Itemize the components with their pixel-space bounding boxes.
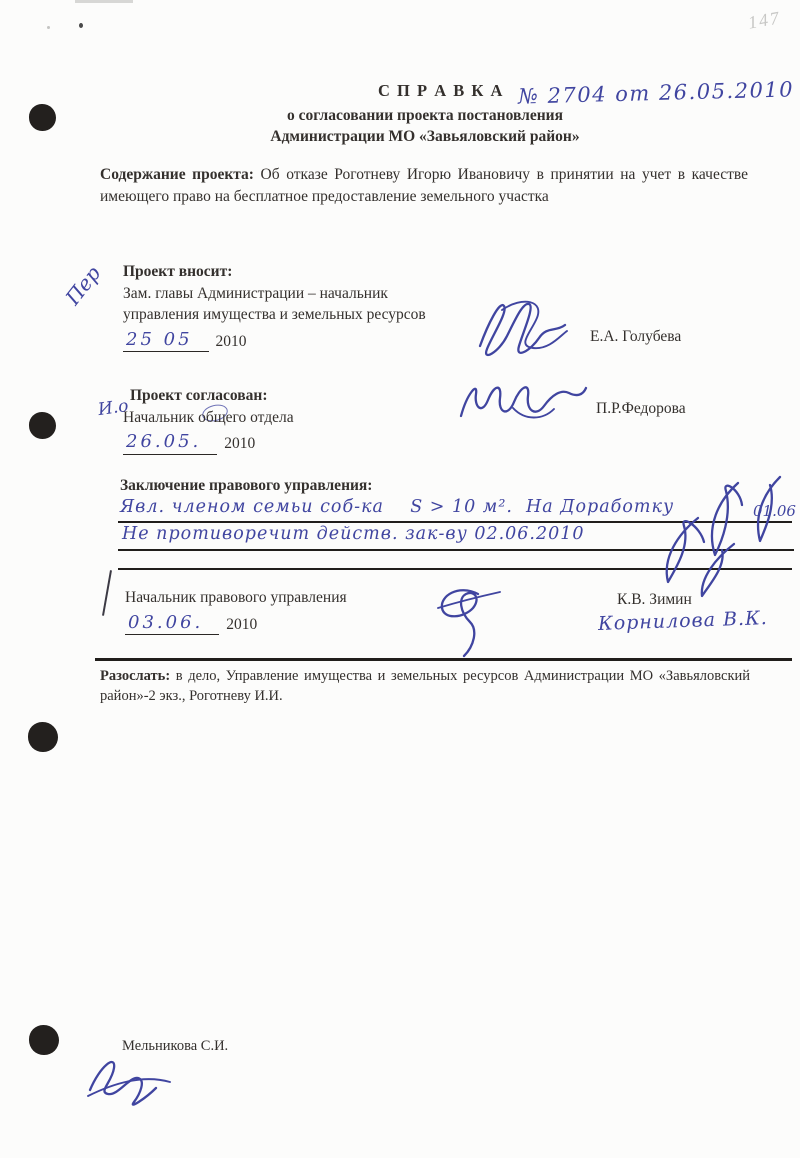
header-subtitle-1: о согласовании проекта постановления: [287, 107, 563, 124]
handwritten-date: 26.05.: [123, 431, 217, 455]
submit-position-line1: Зам. главы Администрации – начальник: [123, 284, 388, 302]
signature-golubeva: [472, 292, 572, 366]
distribute-paragraph: [100, 666, 750, 706]
distribute-text: в дело, Управление имущества и земельных ресурсов Администрации МО «Завьяловский район»-2 экз., Роготневу И.И.: [100, 668, 751, 704]
signer-name: Е.А. Голубева: [590, 328, 682, 345]
pen-slash-mark: [102, 570, 112, 616]
date-year: 2010: [215, 332, 247, 350]
signature-melnikova: [80, 1048, 176, 1112]
hole-punch-dot: [29, 412, 56, 439]
document-header: [378, 77, 795, 109]
distribute-label: Разослать:: [100, 668, 171, 684]
content-text: Об отказе Роготневу Игорю Ивановичу в принятии на учет в качестве имеющего право на бесплатное предоставление земельного участка: [100, 166, 748, 205]
legal-chief-section: [125, 587, 347, 635]
handwritten-signer-name: Корнилова В.К.: [597, 607, 769, 635]
legal-date: [125, 612, 347, 636]
handwritten-date: 03.06.: [125, 612, 219, 636]
date-year: 2010: [224, 435, 256, 452]
signer-name: К.В. Зимин: [617, 591, 692, 608]
pencil-page-number: 147: [746, 7, 783, 33]
project-content-paragraph: [100, 164, 748, 207]
handwritten-date: 25 05: [123, 329, 209, 353]
submit-section: [123, 261, 426, 352]
handwritten-date-note: 01.06: [753, 502, 796, 520]
signature-flourish: [688, 540, 744, 600]
content-label: Содержание проекта:: [100, 166, 254, 183]
signature-flourish: [748, 473, 788, 547]
agreed-date: [123, 431, 294, 455]
document-title: С П Р А В К А: [378, 81, 504, 100]
submit-date: [123, 329, 426, 353]
hole-punch-dot: [29, 1025, 59, 1055]
date-year: 2010: [226, 615, 258, 633]
hole-punch-dot: [29, 104, 56, 131]
handwritten-doc-number: № 2704 от 26.05.2010: [517, 77, 795, 109]
submit-position-line2: управления имущества и земельных ресурсов: [123, 306, 426, 323]
separator-line: [95, 658, 792, 661]
legal-chief-line: Начальник правового управления: [125, 589, 347, 606]
scan-artifact-dot: [47, 26, 50, 29]
scan-artifact-dot: [79, 23, 83, 28]
handwritten-io-note: И.о: [96, 395, 130, 421]
submit-label: Проект вносит:: [123, 263, 233, 280]
agreed-section: [123, 385, 294, 455]
hole-punch-dot: [28, 722, 58, 752]
signer-name: П.Р.Федорова: [596, 400, 686, 417]
signature-fedorova: [455, 376, 590, 426]
executor-name: Мельникова С.И.: [122, 1038, 229, 1054]
handwritten-conclusion-line1: Явл. членом семьи соб-ка S > 10 м². На Доработку: [120, 497, 675, 517]
header-subtitle-2: Администрации МО «Завьяловский район»: [270, 128, 580, 145]
agreed-label: Проект согласован:: [130, 387, 268, 404]
scan-artifact-line: [75, 0, 133, 3]
signature-zimin: [428, 578, 506, 660]
legal-label: Заключение правового управления:: [120, 477, 373, 494]
handwritten-conclusion-line2: Не противоречит действ. зак-ву 02.06.2010: [122, 524, 585, 544]
agreed-position-line: Начальник общего отдела: [123, 408, 294, 426]
handwritten-margin-note: Пер: [60, 261, 106, 310]
